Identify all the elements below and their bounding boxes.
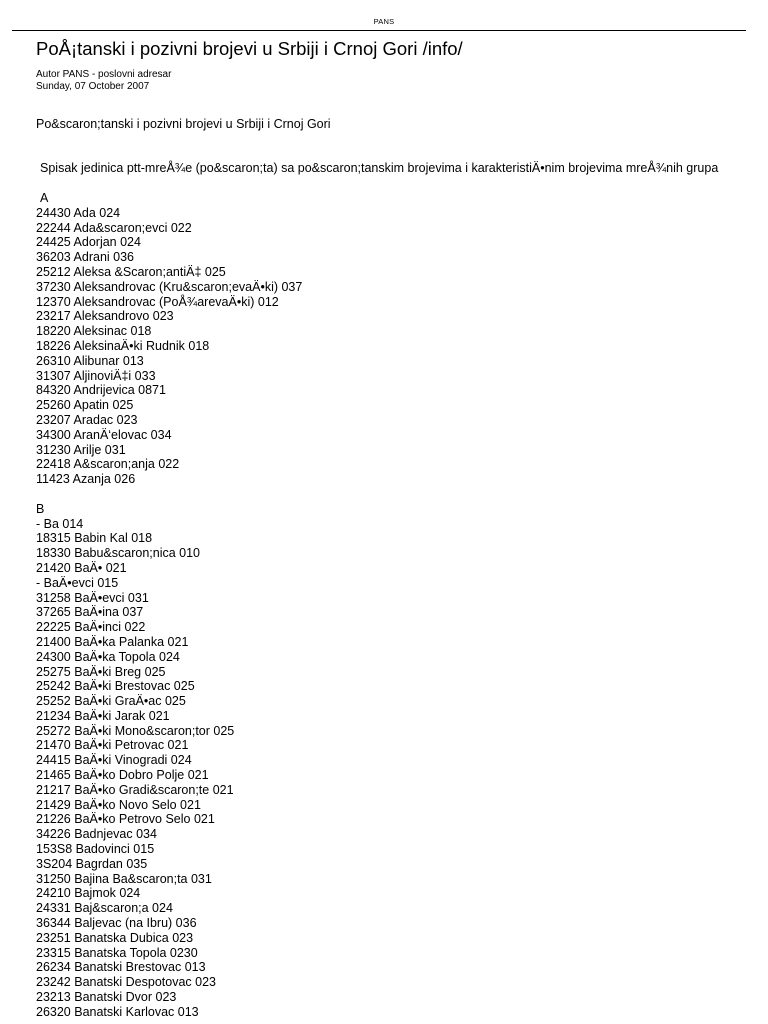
section-a	[36, 191, 736, 487]
list-item: 3S204 Bagrdan 035	[36, 856, 148, 871]
list-item: 18226 AleksinaÄ•ki Rudnik 018	[36, 338, 210, 353]
list-item: 26310 Alibunar 013	[36, 353, 144, 368]
list-item: 22244 Ada&scaron;evci 022	[36, 220, 192, 235]
list-item: 21400 BaÄ•ka Palanka 021	[36, 634, 189, 649]
article-subtitle: Po&scaron;tanski i pozivni brojevi u Srbiji i Crnoj Gori	[36, 117, 331, 131]
list-item: 21217 BaÄ•ko Gradi&scaron;te 021	[36, 782, 234, 797]
intro-paragraph: Spisak jedinica ptt-mreÅ¾e (po&scaron;ta) sa po&scaron;tanskim brojevima i karakteristiÄ•nim brojevima mreÅ¾nih grupa	[40, 161, 719, 175]
list-item: 24425 Adorjan 024	[36, 235, 141, 250]
list-item: 18220 Aleksinac 018	[36, 324, 152, 339]
list-item: - BaÄ•evci 015	[36, 575, 119, 590]
list-item: 31230 Arilje 031	[36, 442, 126, 457]
list-item: 25260 Apatin 025	[36, 398, 134, 413]
author-line: Autor PANS - poslovni adresar	[36, 69, 172, 80]
page-title: PoÅ¡tanski i pozivni brojevi u Srbiji i Crnoj Gori /info/	[36, 38, 463, 59]
list-item: 21465 BaÄ•ko Dobro Polje 021	[36, 768, 209, 783]
list-item: 22418 A&scaron;anja 022	[36, 457, 180, 472]
list-item: 153S8 Badovinci 015	[36, 842, 155, 857]
list-item: 36203 Adrani 036	[36, 250, 135, 265]
list-item: 25272 BaÄ•ki Mono&scaron;tor 025	[36, 723, 235, 738]
running-header: PANS	[373, 17, 395, 26]
list-item: 21226 BaÄ•ko Petrovo Selo 021	[36, 812, 215, 827]
entry-list	[36, 517, 736, 1020]
list-item: 23251 Banatska Dubica 023	[36, 930, 194, 945]
list-item: 21234 BaÄ•ki Jarak 021	[36, 708, 170, 723]
list-item: 18315 Babin Kal 018	[36, 531, 153, 546]
list-item: 23315 Banatska Topola 0230	[36, 945, 198, 960]
list-item: 25252 BaÄ•ki GraÄ•ac 025	[36, 694, 186, 709]
article-meta	[36, 69, 171, 93]
list-item: 31258 BaÄ•evci 031	[36, 590, 149, 605]
list-item: 23207 Aradac 023	[36, 412, 138, 427]
list-item: 84320 Andrijevica 0871	[36, 383, 166, 398]
header-divider	[12, 30, 746, 31]
list-item: 31250 Bajina Ba&scaron;ta 031	[36, 871, 212, 886]
list-item: 25212 Aleksa &Scaron;antiÄ‡ 025	[36, 264, 226, 279]
section-letter: A	[40, 191, 49, 205]
list-item: 21470 BaÄ•ki Petrovac 021	[36, 738, 189, 753]
list-item: - Ba 014	[36, 516, 84, 531]
list-item: 23213 Banatski Dvor 023	[36, 990, 177, 1005]
section-letter: B	[36, 501, 45, 516]
list-item: 26234 Banatski Brestovac 013	[36, 960, 206, 975]
list-item: 36344 Baljevac (na Ibru) 036	[36, 916, 197, 931]
list-item: 25242 BaÄ•ki Brestovac 025	[36, 679, 195, 694]
list-item: 26320 Banatski Karlovac 013	[36, 1004, 199, 1019]
list-item: 25275 BaÄ•ki Breg 025	[36, 664, 166, 679]
list-item: 18330 Babu&scaron;nica 010	[36, 546, 201, 561]
list-item: 24430 Ada 024	[36, 205, 121, 220]
list-item: 34226 Badnjevac 034	[36, 827, 157, 842]
list-item: 37230 Aleksandrovac (Kru&scaron;evaÄ•ki) 037	[36, 279, 303, 294]
list-item: 37265 BaÄ•ina 037	[36, 605, 144, 620]
list-item: 31307 AljinoviÄ‡i 033	[36, 368, 156, 383]
postal-code-listing	[36, 191, 736, 1020]
list-item: 24415 BaÄ•ki Vinogradi 024	[36, 753, 192, 768]
section-b	[36, 502, 736, 1020]
list-item: 23242 Banatski Despotovac 023	[36, 975, 216, 990]
list-item: 12370 Aleksandrovac (PoÅ¾arevaÄ•ki) 012	[36, 294, 279, 309]
list-item: 21420 BaÄ• 021	[36, 560, 127, 575]
date-line: Sunday, 07 October 2007	[36, 81, 150, 92]
list-item: 22225 BaÄ•inci 022	[36, 620, 146, 635]
entry-list	[36, 206, 736, 487]
list-item: 24210 Bajmok 024	[36, 886, 141, 901]
list-item: 34300 AranÄ‘elovac 034	[36, 427, 172, 442]
list-item: 23217 Aleksandrovo 023	[36, 309, 174, 324]
list-item: 24331 Baj&scaron;a 024	[36, 901, 173, 916]
list-item: 11423 Azanja 026	[36, 472, 136, 487]
list-item: 21429 BaÄ•ko Novo Selo 021	[36, 797, 201, 812]
list-item: 24300 BaÄ•ka Topola 024	[36, 649, 180, 664]
